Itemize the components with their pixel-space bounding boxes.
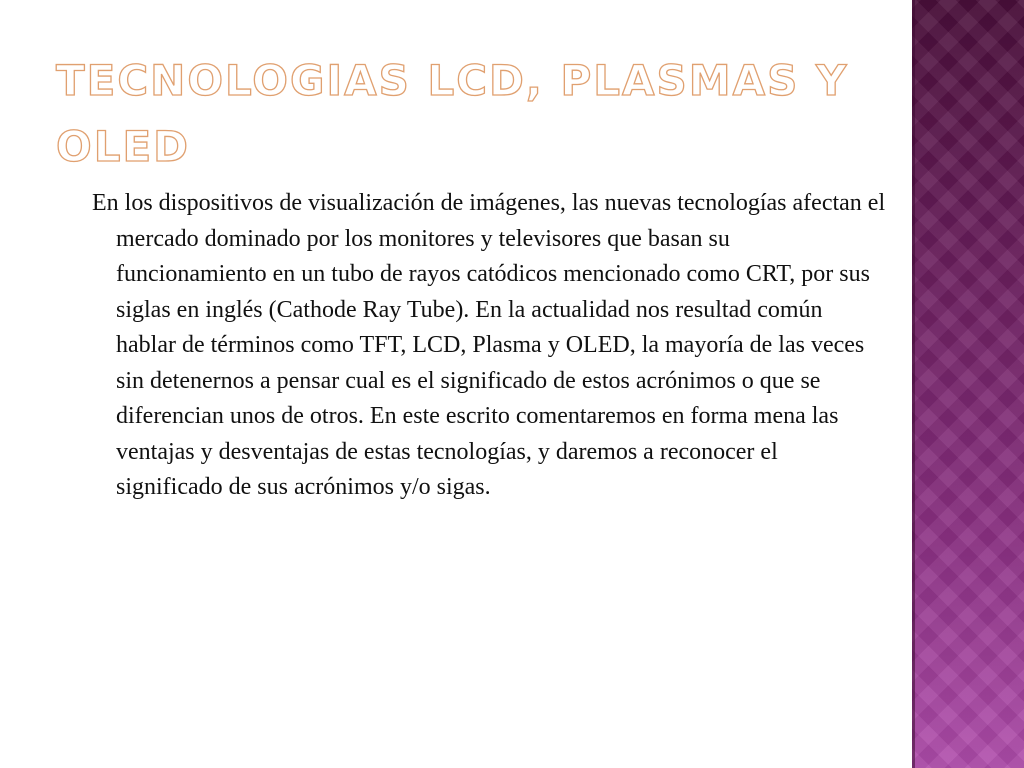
slide-body-text: En los dispositivos de visualización de imágenes, las nuevas tecnologías afectan el mercado dominado por los monitores y televisores que basan su funcionamiento en un tubo de rayos catódicos mencionado como CRT, por sus siglas en inglés (Cathode Ray Tube). En la actualidad nos resultad común hablar de términos como TFT, LCD, Plasma y OLED, la mayoría de las veces sin detenernos a pensar cual es el significado de estos acrónimos o que se diferencian unos de otros. En este escrito comentaremos en forma mena las ventajas y desventajas de estas tecnologías, y daremos a reconocer el significado de sus acrónimos y/o sigas. (92, 190, 886, 500)
decorative-side-band (912, 0, 1024, 768)
slide-title: TECNOLOGIAS LCD, PLASMAS Y OLED (56, 56, 849, 171)
